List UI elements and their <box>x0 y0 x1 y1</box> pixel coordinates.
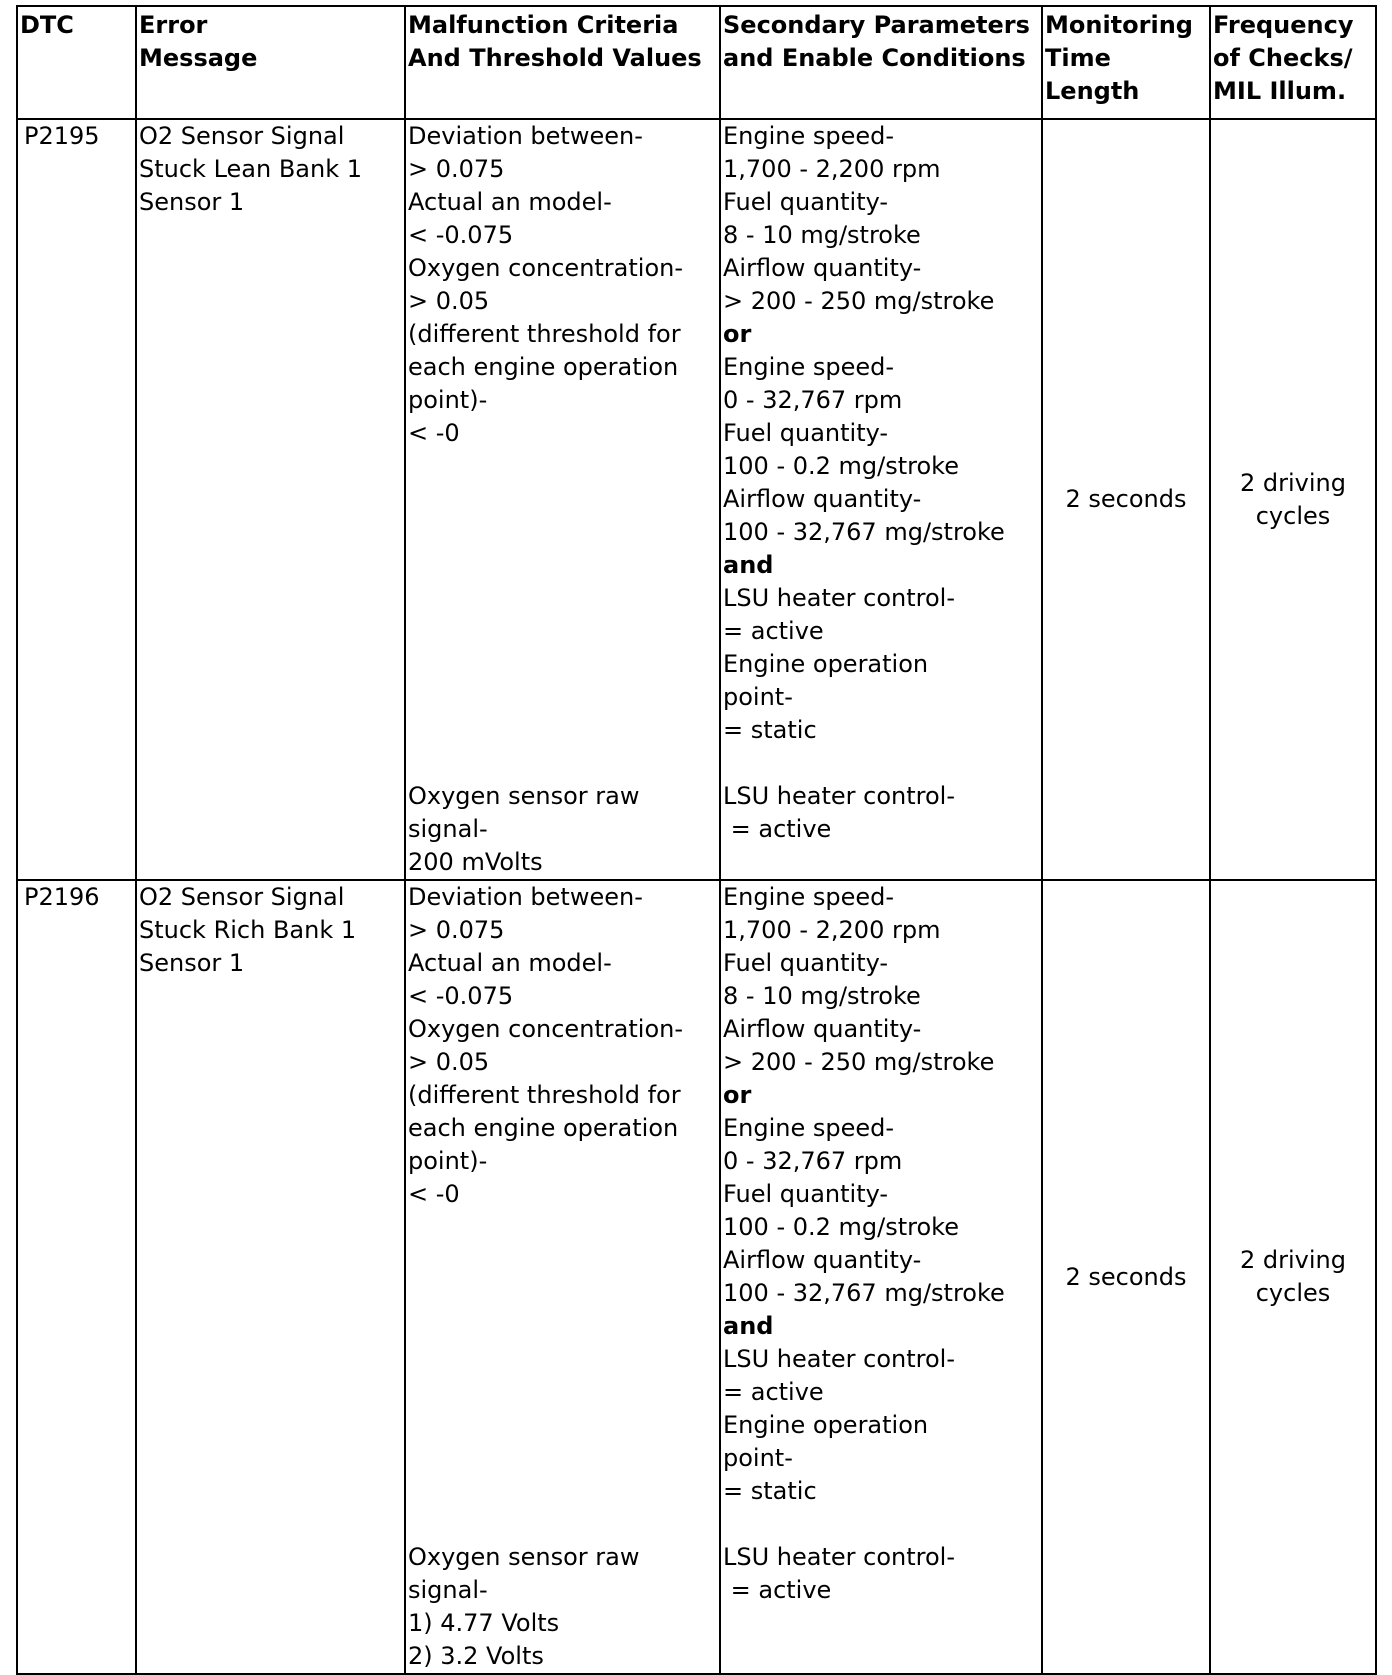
param-line: 1,700 - 2,200 rpm <box>723 916 941 944</box>
header-line: Malfunction Criteria <box>408 11 679 39</box>
header-line: DTC <box>20 11 74 39</box>
param-line: 100 - 32,767 mg/stroke <box>723 1279 1005 1307</box>
criteria-line: > 0.05 <box>408 1048 490 1076</box>
criteria-line: 2) 3.2 Volts <box>408 1642 544 1670</box>
header-dtc <box>17 6 136 119</box>
header-monitoring-time <box>1042 6 1210 119</box>
error-line: Sensor 1 <box>139 949 245 977</box>
monitoring-time-cell: 2 seconds <box>1042 119 1210 880</box>
dtc-table <box>16 5 1377 1675</box>
header-line: and Enable Conditions <box>723 44 1026 72</box>
criteria-line: point)- <box>408 1147 488 1175</box>
dtc-code: P2196 <box>17 880 136 1674</box>
param-line: = active <box>723 617 824 645</box>
param-line: 100 - 0.2 mg/stroke <box>723 452 959 480</box>
criteria-line: Oxygen sensor raw <box>408 1543 640 1571</box>
param-line: LSU heater control- <box>723 1345 956 1373</box>
criteria-line: (different threshold for <box>408 320 681 348</box>
param-line: Fuel quantity- <box>723 1180 889 1208</box>
criteria-line: Actual an model- <box>408 949 612 977</box>
error-line: Sensor 1 <box>139 188 245 216</box>
header-line: MIL Illum. <box>1213 77 1347 105</box>
param-line: 100 - 0.2 mg/stroke <box>723 1213 959 1241</box>
criteria-line: signal- <box>408 815 488 843</box>
param-line: 8 - 10 mg/stroke <box>723 982 921 1010</box>
param-line: Airflow quantity- <box>723 1246 922 1274</box>
param-line: 100 - 32,767 mg/stroke <box>723 518 1005 546</box>
criteria-line: 1) 4.77 Volts <box>408 1609 560 1637</box>
param-line: = active <box>723 1576 832 1604</box>
param-line: = static <box>723 716 817 744</box>
dtc-code: P2195 <box>17 119 136 880</box>
error-line: Stuck Lean Bank 1 <box>139 155 363 183</box>
param-line: or <box>723 320 752 348</box>
header-line: Time <box>1045 44 1111 72</box>
header-line: And Threshold Values <box>408 44 702 72</box>
criteria-line: < -0.075 <box>408 982 514 1010</box>
param-line: Engine speed- <box>723 883 895 911</box>
criteria-line: signal- <box>408 1576 488 1604</box>
param-line: Engine speed- <box>723 1114 895 1142</box>
header-frequency <box>1210 6 1376 119</box>
header-line: Error <box>139 11 208 39</box>
frequency-line: cycles <box>1255 1279 1331 1307</box>
criteria-line: < -0 <box>408 419 460 447</box>
param-line: = active <box>723 815 832 843</box>
param-line: LSU heater control- <box>723 782 956 810</box>
criteria-line: > 0.075 <box>408 155 505 183</box>
param-line: 1,700 - 2,200 rpm <box>723 155 941 183</box>
criteria-line: 200 mVolts <box>408 848 543 876</box>
header-line: Length <box>1045 77 1140 105</box>
criteria-line: point)- <box>408 386 488 414</box>
monitoring-time-cell: 2 seconds <box>1042 880 1210 1674</box>
header-row <box>17 6 1376 119</box>
criteria-line: (different threshold for <box>408 1081 681 1109</box>
error-message-cell <box>136 880 405 1674</box>
param-line: Engine speed- <box>723 122 895 150</box>
param-line: and <box>723 1312 774 1340</box>
param-line: Airflow quantity- <box>723 1015 922 1043</box>
criteria-line: Deviation between- <box>408 883 643 911</box>
param-line: Engine operation <box>723 1411 929 1439</box>
criteria-line: Oxygen concentration- <box>408 254 684 282</box>
param-line: > 200 - 250 mg/stroke <box>723 1048 995 1076</box>
error-message-cell <box>136 119 405 880</box>
param-line: 0 - 32,767 rpm <box>723 1147 903 1175</box>
param-line: = static <box>723 1477 817 1505</box>
header-error-message <box>136 6 405 119</box>
criteria-line: Actual an model- <box>408 188 612 216</box>
table-row <box>17 119 1376 880</box>
frequency-cell <box>1210 880 1376 1674</box>
malfunction-criteria-cell <box>405 119 720 880</box>
criteria-line: Oxygen sensor raw <box>408 782 640 810</box>
param-line: Airflow quantity- <box>723 254 922 282</box>
criteria-line: Deviation between- <box>408 122 643 150</box>
header-line: of Checks/ <box>1213 44 1353 72</box>
secondary-parameters-cell <box>720 880 1042 1674</box>
criteria-line: each engine operation <box>408 1114 679 1142</box>
error-line: O2 Sensor Signal <box>139 883 345 911</box>
param-line: LSU heater control- <box>723 1543 956 1571</box>
criteria-line: > 0.075 <box>408 916 505 944</box>
param-line: Fuel quantity- <box>723 949 889 977</box>
frequency-line: 2 driving <box>1240 468 1346 497</box>
criteria-line: each engine operation <box>408 353 679 381</box>
param-line: = active <box>723 1378 824 1406</box>
error-line: Stuck Rich Bank 1 <box>139 916 357 944</box>
param-line: LSU heater control- <box>723 584 956 612</box>
param-line: and <box>723 551 774 579</box>
param-line: 0 - 32,767 rpm <box>723 386 903 414</box>
criteria-line: > 0.05 <box>408 287 490 315</box>
criteria-line: < -0 <box>408 1180 460 1208</box>
header-line: Message <box>139 44 258 72</box>
param-line: or <box>723 1081 752 1109</box>
frequency-line: 2 driving <box>1240 1246 1346 1274</box>
param-line: 8 - 10 mg/stroke <box>723 221 921 249</box>
header-line: Frequency <box>1213 11 1354 39</box>
param-line: Fuel quantity- <box>723 188 889 216</box>
criteria-line: Oxygen concentration- <box>408 1015 684 1043</box>
param-line: > 200 - 250 mg/stroke <box>723 287 995 315</box>
param-line: Airflow quantity- <box>723 485 922 513</box>
criteria-line: < -0.075 <box>408 221 514 249</box>
param-line: point- <box>723 1444 793 1472</box>
error-line: O2 Sensor Signal <box>139 122 345 150</box>
header-secondary-parameters <box>720 6 1042 119</box>
param-line: Engine operation <box>723 650 929 678</box>
param-line: Engine speed- <box>723 353 895 381</box>
header-malfunction-criteria <box>405 6 720 119</box>
secondary-parameters-cell <box>720 119 1042 880</box>
frequency-cell <box>1210 119 1376 880</box>
malfunction-criteria-cell <box>405 880 720 1674</box>
header-line: Monitoring <box>1045 11 1193 39</box>
param-line: Fuel quantity- <box>723 419 889 447</box>
table-row <box>17 880 1376 1674</box>
frequency-line: cycles <box>1255 501 1331 530</box>
header-line: Secondary Parameters <box>723 11 1030 39</box>
param-line: point- <box>723 683 793 711</box>
